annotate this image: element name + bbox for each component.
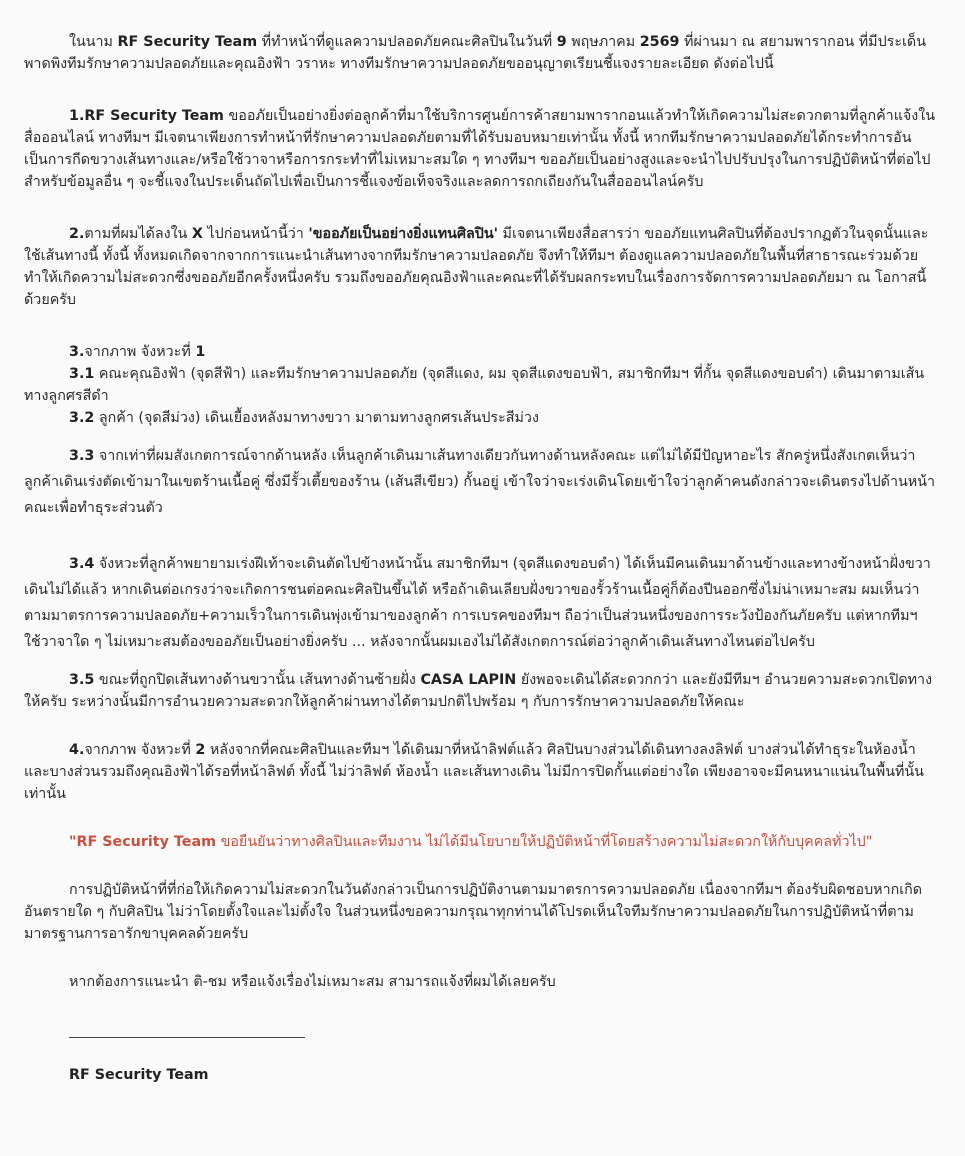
item-3-5-paragraph: [24, 669, 935, 713]
moment-number: 2: [195, 742, 206, 758]
intro-text: ที่ทำหน้าที่ดูแลความปลอดภัยคณะศิลปินในวันที่: [257, 34, 557, 50]
closing-paragraph: การปฏิบัติหน้าที่ที่ก่อให้เกิดความไม่สะดวกในวันดังกล่าวเป็นการปฏิบัติงานตามมาตรการความปลอดภัย เนื่องจากทีมฯ ต้องรับผิดชอบหากเกิดอันตรายใด ๆ กับศิลปิน ไม่ว่าโดยตั้งใจและไม่ตั้งใจ ในส่วนหนึ่งขอความกรุณาทุกท่านได้โปรดเห็นใจทีมรักษาความปลอดภัยในการปฏิบัติหน้าที่ตามมาตรฐานการอารักขาบุคคลด้วยครับ: [24, 882, 923, 942]
item-2-text: ไปก่อนหน้านี้ว่า: [202, 226, 309, 242]
item-3-title: จากภาพ จังหวะที่: [84, 344, 196, 360]
date-year: 2569: [639, 34, 680, 50]
date-day: 9: [556, 34, 567, 50]
item-3-2-number: 3.2: [69, 410, 95, 426]
intro-paragraph: [24, 31, 935, 75]
item-3-1-text: คณะคุณอิงฟ้า (จุดสีฟ้า) และทีมรักษาความปลอดภัย (จุดสีแดง, ผม จุดสีแดงขอบฟ้า, สมาชิกทีมฯ ที่กั้น จุดสีแดงขอบดำ) เดินมาตามเส้นทางลูกศรสีดำ: [24, 366, 925, 404]
item-3-5-number: 3.5: [69, 672, 95, 688]
item-3-4-number: 3.4: [69, 556, 95, 572]
item-4-text: หลังจากที่คณะศิลปินและทีมฯ ได้เดินมาที่หน้าลิฟต์แล้ว ศิลปินบางส่วนได้เดินทางลงลิฟต์ บางส่วนได้ทำธุระในห้องน้ำ และบางส่วนรวมถึงคุณอิงฟ้าได้รอที่หน้าลิฟต์ ทั้งนี้ ไม่ว่าลิฟต์ ห้องน้ำ และเส้นทางเดิน ไม่มีการปิดกั้นแต่อย่างใด เพียงอาจจะมีคนหนาแน่นในพื้นที่นั้นเท่านั้น: [24, 742, 924, 802]
item-3-5-text: ขณะที่ถูกปิดเส้นทางด้านขวานั้น เส้นทางด้านซ้ายฝั่ง: [94, 672, 421, 688]
item-4-paragraph: [24, 739, 935, 805]
item-3-4-text: จังหวะที่ลูกค้าพยายามเร่งฝีเท้าจะเดินตัดไปข้างหน้านั้น สมาชิกทีมฯ (จุดสีแดงขอบดำ) ได้เห็นมีคนเดินมาด้านข้างและทางข้างหน้าฝั่งขวาเดินไม่ได้แล้ว หากเดินต่อเกรงว่าจะเกิดการชนต่อคณะศิลปินขึ้นได้ หรือถ้าเดินเลียบฝั่งขวาของรั้วร้านเนื้อคู่ก็ต้องปีนออกซึ่งไม่น่าเหมาะสม ผมเห็นว่าตามมาตรการความปลอดภัย+ความเร็วในการเดินพุ่งเข้ามาของลูกค้า การเบรคของทีมฯ ถือว่าเป็นส่วนหนึ่งของการระวังป้องกันภัยครับ แต่หากทีมฯ ใช้วาจาใด ๆ ไม่เหมาะสมต้องขออภัยเป็นอย่างยิ่งครับ ... หลังจากนั้นผมเองไม่ได้สังเกตการณ์ต่อว่าลูกค้าเดินเส้นทางไหนต่อไปครับ: [24, 556, 931, 650]
item-2-paragraph: [24, 223, 935, 311]
team-name: RF Security Team: [117, 34, 258, 50]
signature-divider: [69, 1023, 305, 1038]
item-3-heading: [24, 341, 935, 363]
statement-document: [24, 31, 935, 1086]
item-2-text: มีเจตนาเพียงสื่อสารว่า ขออภัยแทนศิลปินที่ต้องปรากฏตัวในจุดนั้นและใช้เส้นทางนี้ ทั้งนี้ ทั้งหมดเกิดจากจากการแนะนำเส้นทางจากทีมรักษาความปลอดภัย จึงทำให้ทีมฯ ต้องดูแลความปลอดภัยในพื้นที่สาธารณะร่วมด้วย ทำให้เกิดความไม่สะดวกซึ่งขออภัยอีกครั้งหนึ่งครับ รวมถึงขออภัยคุณอิงฟ้าและคณะที่ได้รับผลกระทบในเรื่องการจัดการความปลอดภัยมา ณ โอกาสนี้ด้วยครับ: [24, 226, 929, 308]
item-3-2-paragraph: [24, 407, 935, 429]
platform-name: X: [191, 226, 203, 242]
intro-text: ที่ผ่านมา ณ สยามพารากอน ที่มีประเด็นพาดพิงทีมรักษาความปลอดภัยและคุณอิงฟ้า วราหะ ทางทีมรักษาความปลอดภัยขออนุญาตเรียนชี้แจงรายละเอียด ดังต่อไปนี้: [24, 34, 926, 72]
item-4-text: จากภาพ จังหวะที่: [84, 742, 196, 758]
item-3-2-text: ลูกค้า (จุดสีม่วง) เดินเยื้องหลังมาทางขวา มาตามทางลูกศรเส้นประสีม่วง: [94, 410, 539, 426]
moment-number: 1: [195, 344, 206, 360]
intro-text: ในนาม: [69, 34, 118, 50]
item-3-1-number: 3.1: [69, 366, 95, 382]
item-1-heading: 1.RF Security Team: [69, 108, 224, 124]
store-name: CASA LAPIN: [420, 672, 517, 688]
statement-heading: "RF Security Team: [69, 834, 217, 850]
signature: [24, 1064, 935, 1086]
item-3-3-paragraph: [24, 443, 935, 521]
item-1-paragraph: [24, 105, 935, 193]
item-3-1-paragraph: [24, 363, 935, 407]
item-1-text: ขออภัยเป็นอย่างยิ่งต่อลูกค้าที่มาใช้บริการศูนย์การค้าสยามพารากอนแล้วทำให้เกิดความไม่สะดวกตามที่ลูกค้าแจ้งในสื่อออนไลน์ ทางทีมฯ มีเจตนาเพียงการทำหน้าที่รักษาความปลอดภัยตามที่ได้รับมอบหมายเท่านั้น ทั้งนี้ หากทีมรักษาความปลอดภัยได้กระทำการอันเป็นการกีดขวางเส้นทางและ/หรือใช้วาจาหรือการกระทำที่ไม่เหมาะสมใด ๆ ทางทีมฯ ขออภัยเป็นอย่างสูงและจะนำไปปรับปรุงในการปฏิบัติหน้าที่ต่อไป สำหรับข้อมูลอื่น ๆ จะชี้แจงในประเด็นถัดไปเพื่อเป็นการชี้แจงข้อเท็จจริงและลดการถกเถียงกันในสื่อออนไลน์ครับ: [24, 108, 936, 190]
intro-text: พฤษภาคม: [566, 34, 640, 50]
signature-name: RF Security Team: [69, 1067, 209, 1083]
contact-note: หากต้องการแนะนำ ติ-ชม หรือแจ้งเรื่องไม่เหมาะสม สามารถแจ้งที่ผมได้เลยครับ: [69, 974, 556, 990]
item-3-5-text: ยังพอจะเดินได้สะดวกกว่า และยังมีทีมฯ อำนวยความสะดวกเปิดทางให้ครับ ระหว่างนั้นมีการอำนวยความสะดวกให้ลูกค้าผ่านทางได้ตามปกติไปพร้อม ๆ กับการรักษาความปลอดภัยให้คณะ: [24, 672, 933, 710]
quoted-post: 'ขออภัยเป็นอย่างยิ่งแทนศิลปิน': [308, 226, 499, 242]
item-2-text: ตามที่ผมได้ลงใน: [84, 226, 192, 242]
statement-text: ขอยืนยันว่าทางศิลปินและทีมงาน ไม่ได้มีนโยบายให้ปฏิบัติหน้าที่โดยสร้างความไม่สะดวกให้กับบุคคลทั่วไป": [216, 834, 873, 850]
item-3-number: 3.: [69, 344, 85, 360]
team-statement: [24, 831, 935, 853]
item-3-3-text: จากเท่าที่ผมสังเกตการณ์จากด้านหลัง เห็นลูกค้าเดินมาเส้นทางเดียวกันทางด้านหลังคณะ แต่ไม่ได้มีปัญหาอะไร สักครู่หนึ่งสังเกตเห็นว่าลูกค้าเดินเร่งตัดเข้ามาในเขตร้านเนื้อคู่ ซึ่งมีรั้วเตี้ยของร้าน (เส้นสีเขียว) กั้นอยู่ เข้าใจว่าจะเร่งเดินโดยเข้าใจว่าลูกค้าคนดังกล่าวจะเดินตรงไปด้านหน้าคณะเพื่อทำธุระส่วนตัว: [24, 448, 935, 516]
item-3-3-number: 3.3: [69, 448, 95, 464]
item-2-number: 2.: [69, 226, 85, 242]
item-3-4-paragraph: [24, 551, 935, 655]
item-4-number: 4.: [69, 742, 85, 758]
